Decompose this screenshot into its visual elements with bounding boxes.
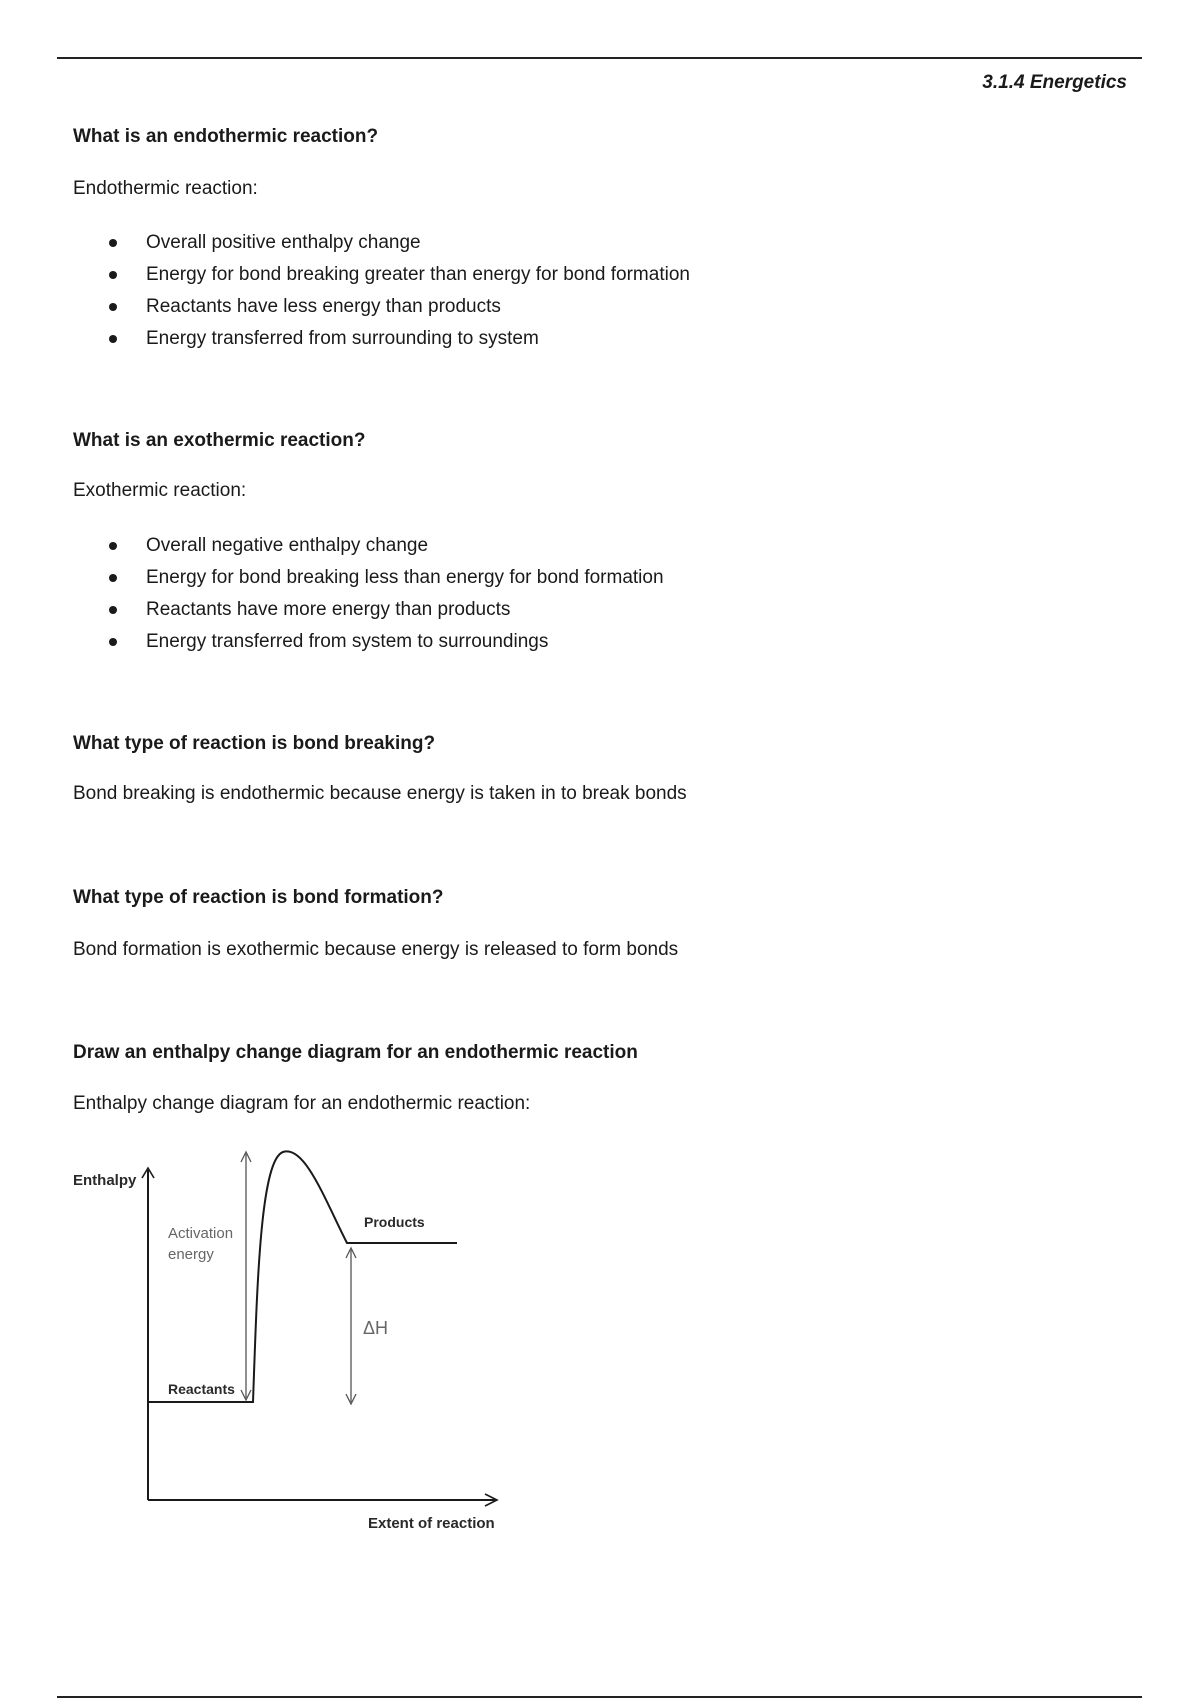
activation-energy-arrow — [241, 1152, 251, 1400]
enthalpy-diagram — [65, 1140, 515, 1540]
activation-energy-label-line2: energy — [168, 1246, 214, 1263]
intro-exothermic: Exothermic reaction: — [73, 480, 247, 501]
y-axis — [142, 1168, 154, 1500]
header-rule — [57, 57, 1142, 59]
question-enthalpy-diagram: Draw an enthalpy change diagram for an endothermic reaction — [73, 1042, 638, 1063]
question-exothermic: What is an exothermic reaction? — [73, 430, 366, 451]
list-item: Energy transferred from system to surroundings — [73, 626, 664, 658]
x-axis — [148, 1494, 497, 1506]
exothermic-bullet-list — [73, 530, 664, 658]
intro-endothermic: Endothermic reaction: — [73, 178, 258, 199]
endothermic-bullet-list — [73, 227, 690, 355]
question-endothermic: What is an endothermic reaction? — [73, 126, 379, 147]
list-item: Energy for bond breaking greater than energy for bond formation — [73, 259, 690, 291]
delta-h-arrow — [346, 1248, 356, 1404]
list-item: Energy for bond breaking less than energy for bond formation — [73, 562, 664, 594]
answer-bond-breaking: Bond breaking is endothermic because energy is taken in to break bonds — [73, 783, 687, 804]
page-header-title: 3.1.4 Energetics — [982, 72, 1127, 93]
list-item: Reactants have less energy than products — [73, 291, 690, 323]
delta-h-label: ΔH — [363, 1318, 389, 1338]
activation-energy-label-line1: Activation — [168, 1225, 234, 1242]
answer-bond-formation: Bond formation is exothermic because energy is released to form bonds — [73, 939, 679, 960]
intro-enthalpy-diagram: Enthalpy change diagram for an endothermic reaction: — [73, 1093, 531, 1114]
footer-rule — [57, 1696, 1142, 1698]
question-bond-breaking: What type of reaction is bond breaking? — [73, 733, 436, 754]
x-axis-label: Extent of reaction — [368, 1515, 495, 1532]
reactants-label: Reactants — [168, 1381, 235, 1397]
list-item: Overall positive enthalpy change — [73, 227, 690, 259]
list-item: Energy transferred from surrounding to system — [73, 323, 690, 355]
list-item: Reactants have more energy than products — [73, 594, 664, 626]
reaction-profile-curve — [148, 1151, 457, 1402]
question-bond-formation: What type of reaction is bond formation? — [73, 887, 444, 908]
y-axis-label: Enthalpy — [73, 1172, 137, 1189]
list-item: Overall negative enthalpy change — [73, 530, 664, 562]
products-label: Products — [364, 1214, 425, 1230]
